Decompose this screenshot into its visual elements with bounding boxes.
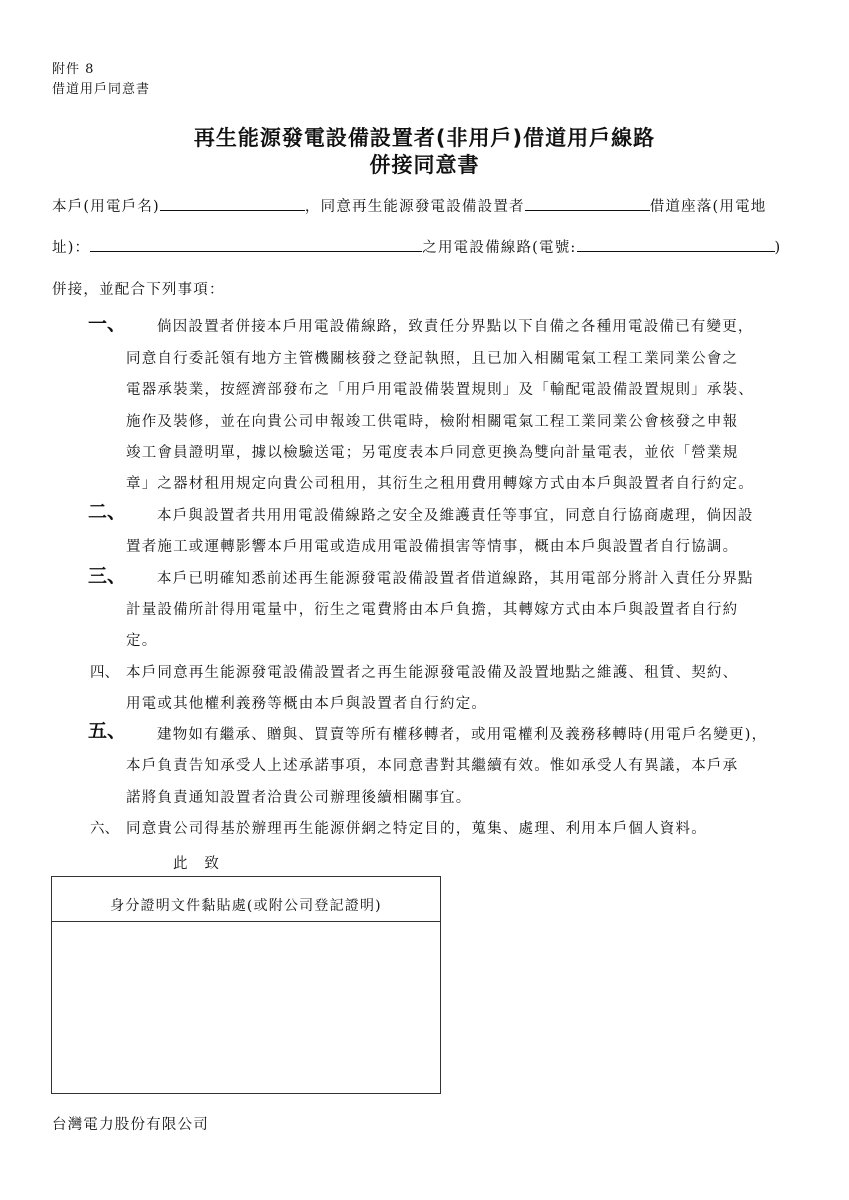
intro-line-1 [52, 194, 767, 216]
id-box-label: 身分證明文件黏貼處(或附公司登記證明) [110, 898, 382, 914]
item-5-line-3: 諾將負責通知設置者洽貴公司辦理後續相關事宜。 [126, 790, 472, 806]
item-5-number: 五、 [88, 720, 127, 742]
item-5-line-1: 建物如有繼承、贈與、買賣等所有權移轉者，或用電權利及義務移轉時(用電戶名變更)， [157, 727, 768, 743]
item-3-line-3: 定。 [126, 633, 158, 649]
intro-line-3: 併接，並配合下列事項： [52, 282, 225, 298]
item-4-line-2: 用電或其他權利義務等概由本戶與設置者自行約定。 [126, 696, 488, 712]
intro-text-2c: ) [774, 240, 782, 256]
item-2-line-2: 置者施工或運轉影響本戶用電或造成用電設備損害等情事，概由本戶與設置者自行協調。 [126, 539, 739, 555]
item-5-line-2: 本戶負責告知承受人上述承諾事項，本同意書對其繼續有效。惟如承受人有異議，本戶承 [126, 758, 739, 774]
intro-text-2b: 之用電設備線路(電號: [422, 240, 577, 256]
closing-text: 此 致 [173, 856, 221, 872]
id-box-header [52, 877, 440, 922]
item-1-line-6: 章」之器材租用規定向貴公司租用，其衍生之租用費用轉嫁方式由本戶與設置者自行約定。 [126, 476, 754, 492]
item-3-number: 三、 [88, 565, 127, 587]
intro-text-1c: 借道座落(用電地 [649, 199, 767, 215]
address-blank[interactable] [90, 235, 422, 252]
item-2-number: 二、 [88, 501, 127, 523]
document-title-line1: 再生能源發電設備設置者(非用戶)借道用戶線路 [193, 126, 656, 150]
recipient-company: 台灣電力股份有限公司 [52, 1117, 209, 1133]
item-4-line-1: 本戶同意再生能源發電設備設置者之再生能源發電設備及設置地點之維護、租賃、契約、 [126, 665, 739, 681]
item-1-number: 一、 [88, 313, 127, 335]
document-name: 借道用戶同意書 [52, 82, 151, 97]
intro-line-2 [52, 235, 781, 257]
customer-name-blank[interactable] [160, 194, 305, 211]
item-1-line-2: 同意自行委託領有地方主管機關核發之登記執照，且已加入相關電氣工程工業同業公會之 [126, 351, 739, 367]
installer-name-blank[interactable] [525, 194, 650, 211]
intro-text-2a: 址)： [52, 240, 91, 256]
item-1-line-5: 竣工會員證明單，據以檢驗送電；另電度表本戶同意更換為雙向計量電表，並依「營業規 [126, 445, 739, 461]
intro-text-1b: ，同意再生能源發電設備設置者 [304, 199, 525, 215]
item-3-line-1: 本戶已明確知悉前述再生能源發電設備設置者借道線路，其用電部分將計入責任分界點 [157, 571, 754, 587]
item-6-number: 六、 [90, 821, 119, 837]
item-2-line-1: 本戶與設置者共用用電設備線路之安全及維護責任等事宜，同意自行協商處理，倘因設 [157, 508, 754, 524]
item-3-line-2: 計量設備所計得用電量中，衍生之電費將由本戶負擔，其轉嫁方式由本戶與設置者自行約 [126, 602, 739, 618]
document-title-line2: 併接同意書 [369, 153, 480, 177]
item-1-line-1: 倘因設置者併接本戶用電設備線路，致責任分界點以下自備之各種用電設備已有變更， [157, 319, 754, 335]
electric-number-blank[interactable] [577, 235, 775, 252]
item-6-line-1: 同意貴公司得基於辦理再生能源併網之特定目的，蒐集、處理、利用本戶個人資料。 [126, 821, 707, 837]
id-document-box [51, 876, 441, 1094]
intro-text-1a: 本戶(用電戶名) [52, 199, 160, 215]
id-paste-area[interactable] [52, 922, 440, 1093]
item-1-line-3: 電器承裝業，按經濟部發布之「用戶用電設備裝置規則」及「輸配電設備設置規則」承裝、 [126, 382, 754, 398]
item-1-line-4: 施作及裝修，並在向貴公司申報竣工供電時，檢附相關電氣工程工業同業公會核發之申報 [126, 414, 739, 430]
item-4-number: 四、 [90, 665, 119, 681]
attachment-label: 附件 8 [52, 62, 95, 77]
